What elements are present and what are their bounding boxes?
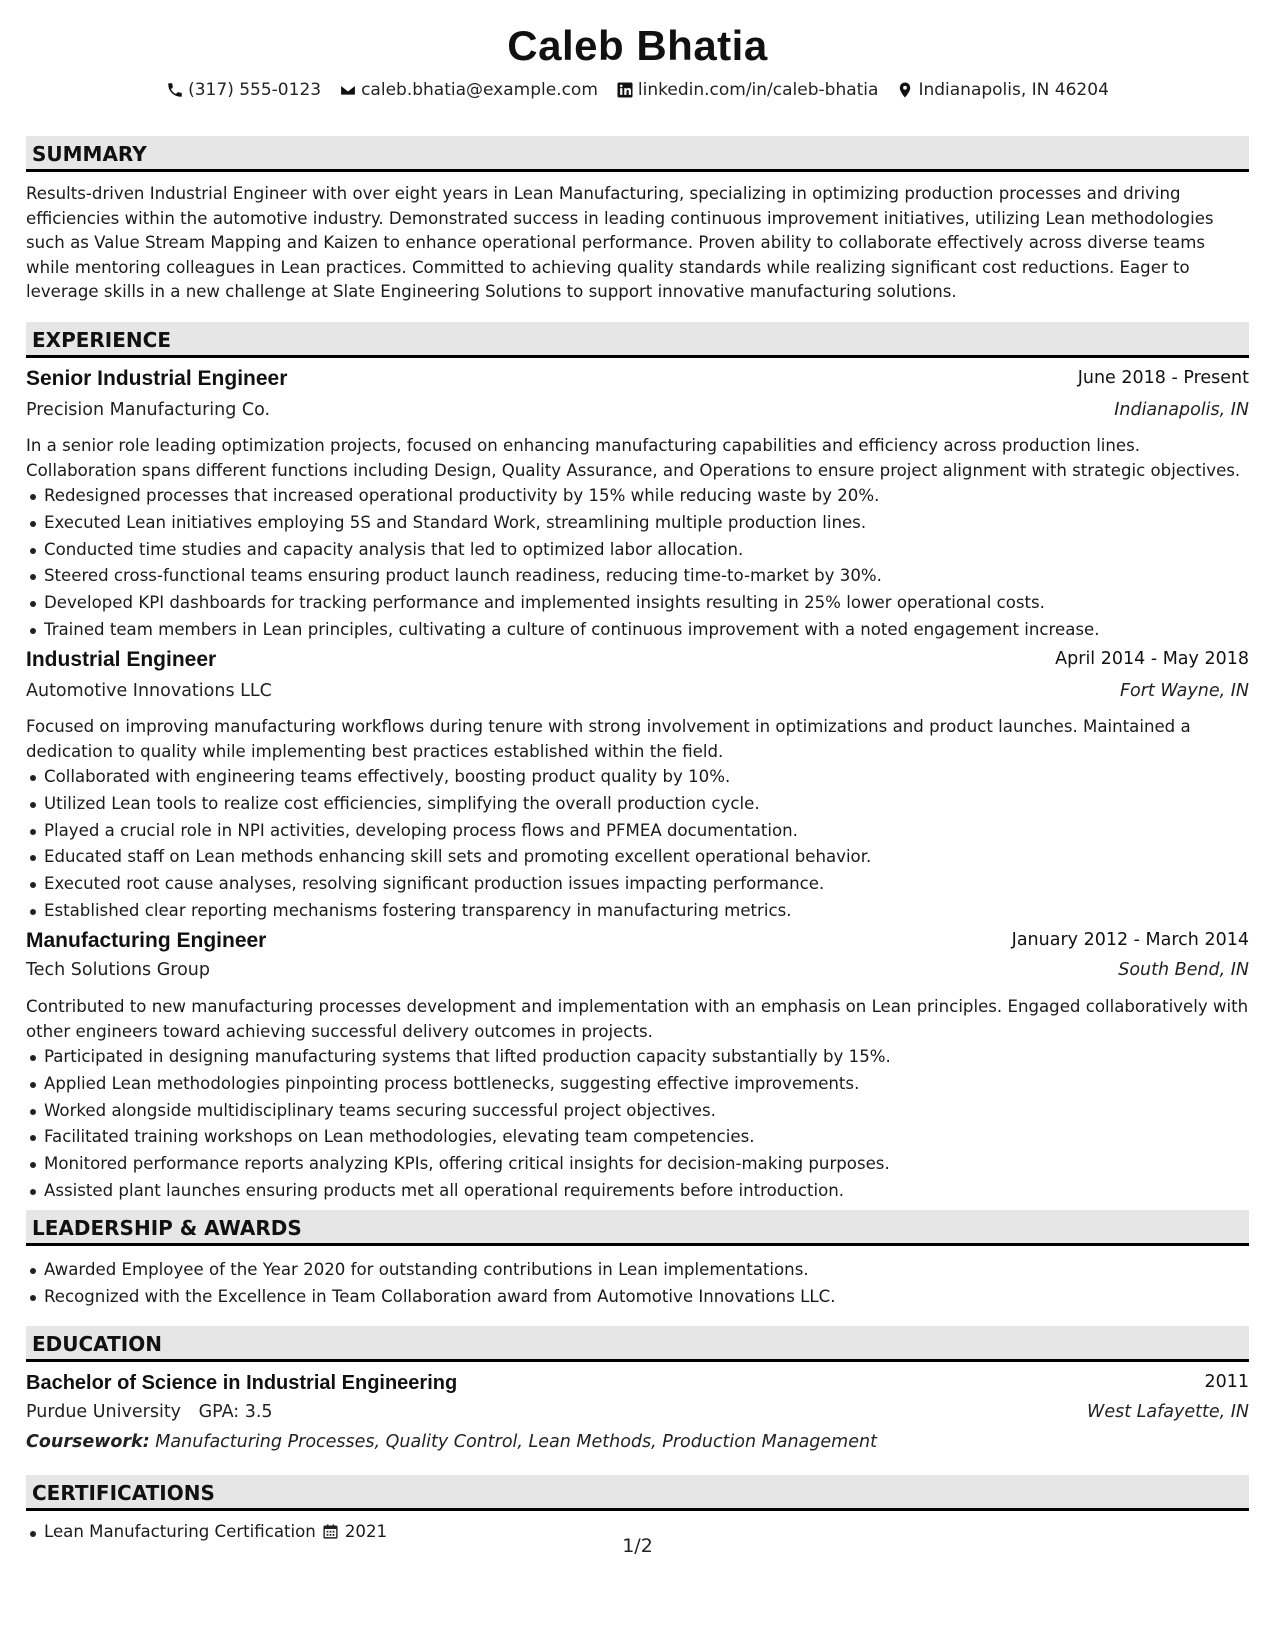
job-bullets [26, 764, 1267, 925]
phone-icon [166, 81, 184, 99]
list-item: Participated in designing manufacturing systems that lifted production capacity substantially by 15%. [44, 1044, 1267, 1071]
job-bullets [26, 1044, 1267, 1205]
certification-year: 2021 [344, 1522, 388, 1541]
job-dates: January 2012 - March 2014 [1011, 930, 1249, 950]
list-item: Executed Lean initiatives employing 5S and Standard Work, streamlining multiple production lines. [44, 510, 1267, 537]
school-line [26, 1402, 273, 1422]
coursework-text: Manufacturing Processes, Quality Control, Lean Methods, Production Management [155, 1432, 877, 1452]
list-item: Collaborated with engineering teams effectively, boosting product quality by 10%. [44, 764, 1267, 791]
job-description: In a senior role leading optimization projects, focused on enhancing manufacturing capabilities and efficiency across production lines. Collaboration spans different functions including Design, Quality Assurance, and Operations to ensure project alignment with strategic objectives. [26, 436, 1241, 480]
list-item: Applied Lean methodologies pinpointing process bottlenecks, suggesting effective improvements. [44, 1071, 1267, 1098]
list-item: Established clear reporting mechanisms fostering transparency in manufacturing metrics. [44, 898, 1267, 925]
contact-location [896, 80, 1108, 100]
summary-text: Results-driven Industrial Engineer with over eight years in Lean Manufacturing, specializing in optimizing production processes and driving efficiencies within the automotive industry. Demonstrated success in leading continuous improvement initiatives, utilizing Lean methodologies such as Value Stream Mapping and Kaizen to enhance operational performance. Proven ability to collaborate effectively across diverse teams while mentoring colleagues in Lean practices. Committed to achieving quality standards while realizing significant cost reductions. Eager to leverage skills in a new challenge at Slate Engineering Solutions to support innovative manufacturing solutions. [26, 184, 1214, 302]
job-bullets [26, 483, 1267, 644]
certification-name: Lean Manufacturing Certification [44, 1522, 316, 1541]
contact-linkedin[interactable] [616, 80, 879, 100]
list-item: Executed root cause analyses, resolving significant production issues impacting performance. [44, 871, 1267, 898]
awards-heading: LEADERSHIP & AWARDS [26, 1210, 1249, 1246]
linkedin-icon [616, 81, 634, 99]
contact-bar [0, 80, 1275, 100]
email-text[interactable]: caleb.bhatia@example.com [361, 80, 598, 100]
job-company: Automotive Innovations LLC [26, 681, 272, 701]
coursework [26, 1432, 877, 1452]
job-location: Fort Wayne, IN [1119, 681, 1249, 701]
job-title: Industrial Engineer [26, 648, 217, 671]
gpa: GPA: 3.5 [198, 1402, 273, 1422]
phone-text: (317) 555-0123 [188, 80, 322, 100]
contact-phone [166, 80, 321, 100]
list-item: Steered cross-functional teams ensuring product launch readiness, reducing time-to-market by 30%. [44, 563, 1267, 590]
job-title: Senior Industrial Engineer [26, 367, 288, 390]
page-number: 1/2 [622, 1535, 653, 1557]
graduation-year: 2011 [1204, 1372, 1249, 1392]
job-description: Focused on improving manufacturing workflows during tenure with strong involvement in optimizations and product launches. Maintained a dedication to quality while implementing best practices established within the field. [26, 717, 1191, 761]
job-location: Indianapolis, IN [1114, 400, 1249, 420]
location-text: Indianapolis, IN 46204 [918, 80, 1109, 100]
list-item: Facilitated training workshops on Lean methodologies, elevating team competencies. [44, 1124, 1267, 1151]
envelope-icon [339, 81, 357, 99]
list-item: Recognized with the Excellence in Team Collaboration award from Automotive Innovations LLC. [44, 1284, 1267, 1311]
list-item: Educated staff on Lean methods enhancing skill sets and promoting excellent operational behavior. [44, 844, 1267, 871]
candidate-name: Caleb Bhatia [507, 22, 768, 69]
job-title: Manufacturing Engineer [26, 929, 267, 952]
list-item: Developed KPI dashboards for tracking performance and implemented insights resulting in 25% lower operational costs. [44, 590, 1267, 617]
list-item: Monitored performance reports analyzing KPIs, offering critical insights for decision-making purposes. [44, 1151, 1267, 1178]
summary-heading: SUMMARY [26, 136, 1249, 172]
list-item: Redesigned processes that increased operational productivity by 15% while reducing waste by 20%. [44, 483, 1267, 510]
linkedin-text[interactable]: linkedin.com/in/caleb-bhatia [637, 80, 879, 100]
list-item: Conducted time studies and capacity analysis that led to optimized labor allocation. [44, 537, 1267, 564]
contact-email[interactable] [339, 80, 598, 100]
list-item: Trained team members in Lean principles, cultivating a culture of continuous improvement with a noted engagement increase. [44, 617, 1267, 644]
job-company: Tech Solutions Group [26, 960, 211, 980]
job-description: Contributed to new manufacturing processes development and implementation with an emphasis on Lean principles. Engaged collaboratively with other engineers toward achieving successful delivery outcomes in projects. [26, 997, 1249, 1041]
job-dates: June 2018 - Present [1077, 368, 1249, 388]
school-name: Purdue University [26, 1402, 182, 1422]
list-item: Played a crucial role in NPI activities, developing process flows and PFMEA documentation. [44, 818, 1267, 845]
list-item: Assisted plant launches ensuring products met all operational requirements before introduction. [44, 1178, 1267, 1205]
experience-heading: EXPERIENCE [26, 322, 1249, 358]
awards-list [26, 1257, 1267, 1311]
list-item: Utilized Lean tools to realize cost efficiencies, simplifying the overall production cycle. [44, 791, 1267, 818]
certifications-heading: CERTIFICATIONS [26, 1475, 1249, 1511]
job-company: Precision Manufacturing Co. [26, 400, 271, 420]
education-heading: EDUCATION [26, 1326, 1249, 1362]
job-dates: April 2014 - May 2018 [1055, 649, 1249, 669]
degree-title: Bachelor of Science in Industrial Engineering [26, 1372, 458, 1394]
job-location: South Bend, IN [1118, 960, 1249, 980]
list-item: Awarded Employee of the Year 2020 for outstanding contributions in Lean implementations. [44, 1257, 1267, 1284]
coursework-label: Coursework: [26, 1432, 150, 1452]
school-location: West Lafayette, IN [1087, 1402, 1249, 1422]
list-item: Worked alongside multidisciplinary teams securing successful project objectives. [44, 1098, 1267, 1125]
map-marker-icon [896, 81, 914, 99]
